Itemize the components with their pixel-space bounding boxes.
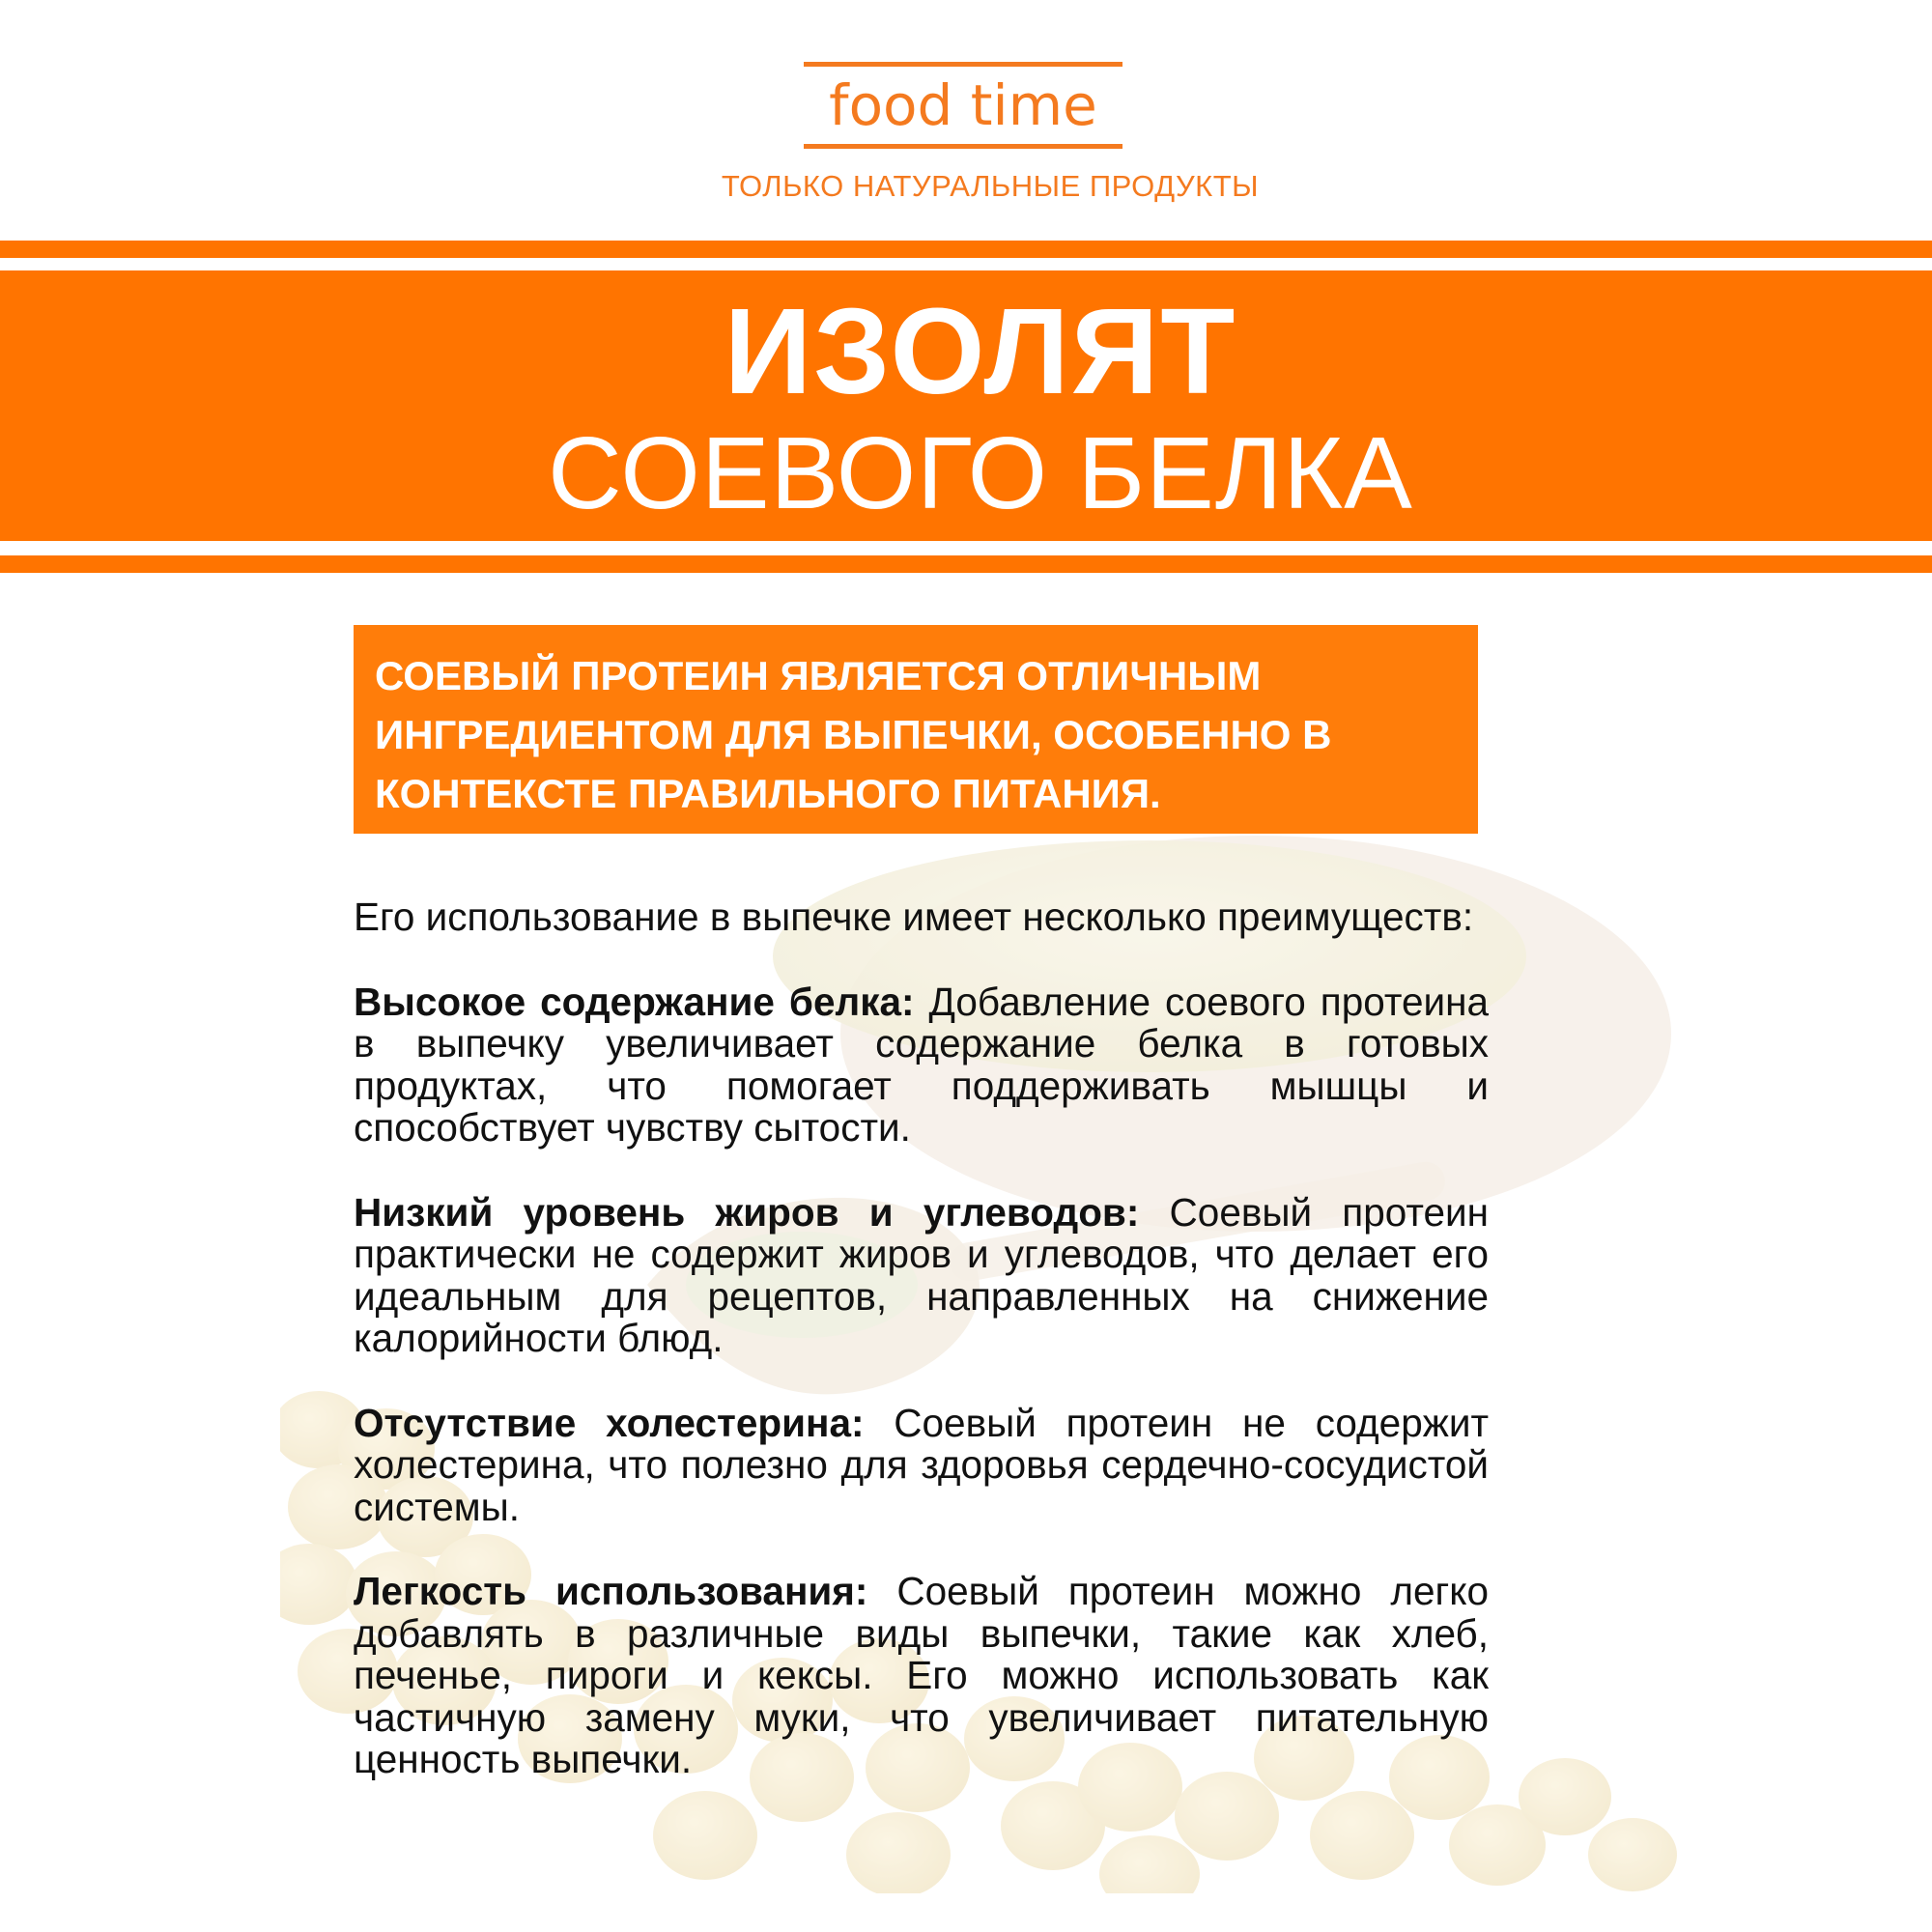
benefit-title: Низкий уровень жиров и углеводов: [354, 1189, 1170, 1235]
product-title: ИЗОЛЯТ [724, 283, 1237, 419]
benefit-title: Отсутствие холестерина: [354, 1400, 895, 1445]
title-banner [0, 270, 1932, 541]
benefit-paragraph [354, 1400, 1489, 1529]
benefit-title: Высокое содержание белка: [354, 979, 929, 1024]
brand-logo [804, 62, 1122, 149]
benefit-paragraph [354, 981, 1489, 1150]
intro-paragraph: Его использование в выпечке имеет несколько преимуществ: [354, 895, 1474, 939]
callout-text: СОЕВЫЙ ПРОТЕИН ЯВЛЯЕТСЯ ОТЛИЧНЫМ ИНГРЕДИЕНТОМ ДЛЯ ВЫПЕЧКИ, ОСОБЕННО В КОНТЕКСТЕ ПРАВИЛЬНОГО ПИТАНИЯ. [375, 653, 1332, 816]
banner-stripe-bottom [0, 555, 1932, 573]
benefit-text: Соевый протеин можно легко добавлять в различные виды выпечки, такие как хлеб, печенье, пироги и кексы. Его можно использовать как частичную замену муки, что увеличивает питательную ценность выпечки. [354, 1569, 1489, 1781]
benefit-paragraph [354, 1571, 1489, 1781]
product-subtitle: СОЕВОГО БЕЛКА [548, 416, 1413, 530]
benefit-text: Соевый протеин не содержит холестерина, что полезно для здоровья сердечно-сосудистой системы. [354, 1400, 1489, 1529]
benefit-text: Соевый протеин практически не содержит жиров и углеводов, что делает его идеальным для рецептов, направленных на снижение калорийности блюд. [354, 1189, 1490, 1360]
banner-stripe-top [0, 241, 1932, 258]
description [354, 896, 1489, 1824]
brand-tagline: ТОЛЬКО НАТУРАЛЬНЫЕ ПРОДУКТЫ [721, 169, 1260, 203]
benefit-text: Добавление соевого протеина в выпечку увеличивает содержание белка в готовых продуктах, что помогает поддерживать мышцы и способствует чувству сытости. [354, 979, 1489, 1150]
benefit-title: Легкость использования: [354, 1569, 897, 1613]
benefit-paragraph [354, 1189, 1490, 1360]
callout-box [354, 625, 1478, 834]
logo-text: food time [829, 72, 1097, 138]
